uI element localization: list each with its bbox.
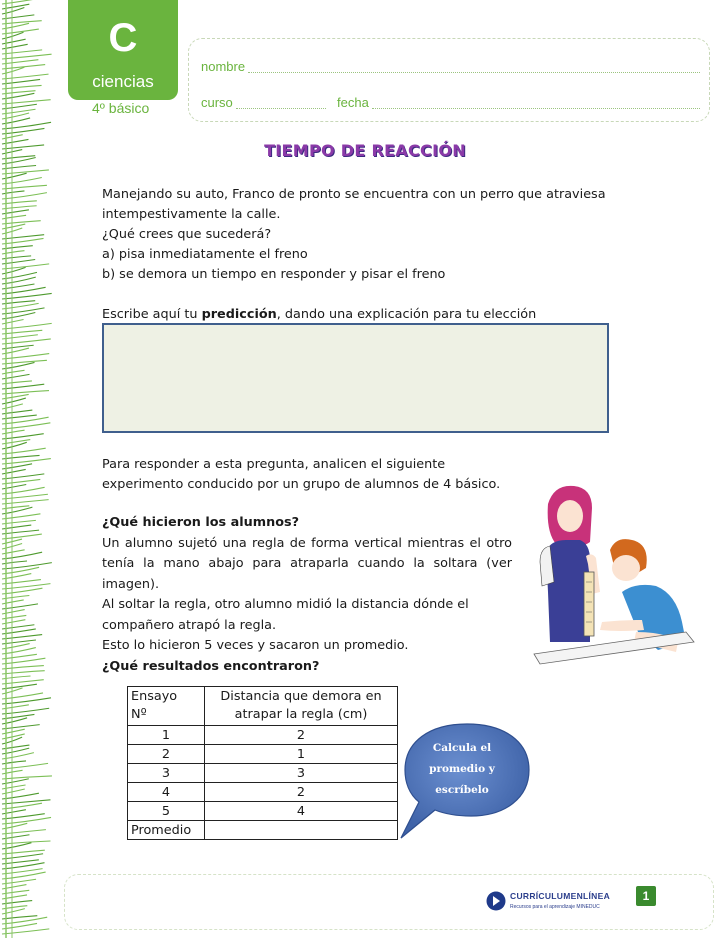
table-row [128,783,398,802]
page-title: TIEMPO DE REACCIÓN [264,141,466,160]
name-field-line[interactable] [248,72,700,73]
results-table [127,686,398,840]
scenario-question: ¿Qué crees que sucederá? [102,227,272,242]
footer-frame [64,874,714,930]
scenario-line-1: Manejando su auto, Franco de pronto se encuentra con un perro que atraviesa [102,187,606,202]
distance-cell: 2 [205,783,398,802]
table-row [128,802,398,821]
subject-name: ciencias [92,72,154,91]
experiment-intro-line-1: Para responder a esta pregunta, analicen el siguiente [102,457,446,472]
course-label: curso [201,95,233,110]
grade-label: 4º básico [92,100,150,116]
procedure-line-2: Al soltar la regla, otro alumno midió la distancia dónde el [102,597,469,612]
date-field-line[interactable] [372,108,700,109]
experiment-intro-line-2: experimento conducido por un grupo de alumnos de 4 básico. [102,477,501,492]
trial-header-line-2: Nº [131,707,147,722]
distance-column-header [205,687,398,726]
trial-cell: 1 [128,726,205,745]
option-b: b) se demora un tiempo en responder y pisar el freno [102,267,446,282]
trial-cell: 3 [128,764,205,783]
trial-cell: 5 [128,802,205,821]
option-a: a) pisa inmediatamente el freno [102,247,308,262]
page-number: 1 [636,886,656,906]
bubble-line-3: escríbelo [435,784,489,796]
distance-header-line-2: atrapar la regla (cm) [234,707,368,722]
bubble-instruction [412,738,512,801]
student-info-box [188,38,710,122]
distance-header-line-1: Distancia que demora en [220,689,382,704]
table-header-row [128,687,398,726]
trial-header-line-1: Ensayo [131,689,178,704]
average-row [128,821,398,840]
average-label: Promedio [128,821,205,840]
table-row [128,745,398,764]
trial-cell: 2 [128,745,205,764]
brand-subtitle: Recursos para el aprendizaje MINEDUC [510,904,600,910]
procedure-text-1: Un alumno sujetó una regla de forma vertical mientras el otro tenía la mano abajo para atraparla cuando la soltara (ver imagen). [102,535,512,592]
procedure-heading: ¿Qué hicieron los alumnos? [102,515,300,530]
average-answer-cell[interactable] [205,821,398,840]
procedure-line-3: compañero atrapó la regla. [102,617,277,633]
procedure-section [102,513,512,677]
trial-column-header [128,687,205,726]
brand-name: CURRÍCULUMENLÍNEA [510,891,611,901]
prediction-suffix: , dando una explicación para tu elección [276,307,537,322]
distance-cell: 3 [205,764,398,783]
bubble-line-2: promedio y [429,763,495,775]
trial-cell: 4 [128,783,205,802]
table-row [128,764,398,783]
results-heading: ¿Qué resultados encontraron? [102,658,320,674]
prediction-prefix: Escribe aquí tu [102,307,202,322]
distance-cell: 4 [205,802,398,821]
scenario-paragraph [102,185,618,285]
table-row [128,726,398,745]
distance-cell: 1 [205,745,398,764]
course-field-line[interactable] [236,108,326,109]
prediction-prompt [102,305,618,325]
date-label: fecha [337,95,369,110]
students-ruler-illustration [526,482,696,667]
prediction-answer-box[interactable] [102,323,609,433]
bubble-line-1: Calcula el [432,742,492,754]
scenario-line-2: intempestivamente la calle. [102,207,281,222]
distance-cell: 2 [205,726,398,745]
curriculum-logo-icon [486,891,506,911]
prediction-bold: predicción [201,307,277,322]
procedure-line-4: Esto lo hicieron 5 veces y sacaron un promedio. [102,638,409,653]
name-label: nombre [201,59,246,74]
subject-logo-letter: C [108,16,138,60]
